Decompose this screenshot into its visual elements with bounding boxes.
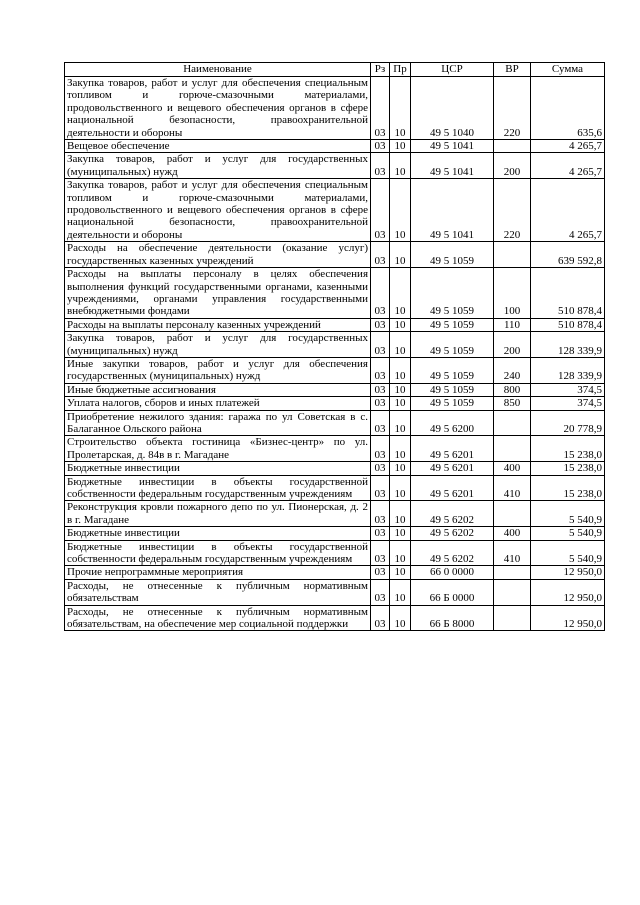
cell-rz: 03 bbox=[371, 540, 390, 566]
cell-csr: 49 5 1059 bbox=[411, 268, 494, 319]
cell-vr: 240 bbox=[494, 357, 531, 383]
cell-pr: 10 bbox=[390, 501, 411, 527]
cell-name: Реконструкция кровли пожарного депо по ул. Пионерская, д. 2 в г. Магадане bbox=[65, 501, 371, 527]
cell-csr: 49 5 1040 bbox=[411, 77, 494, 140]
cell-vr: 100 bbox=[494, 268, 531, 319]
cell-sum: 4 265,7 bbox=[531, 140, 605, 153]
cell-rz: 03 bbox=[371, 357, 390, 383]
cell-csr: 49 5 1059 bbox=[411, 383, 494, 396]
cell-name: Расходы, не отнесенные к публичным нормативным обязательствам bbox=[65, 579, 371, 605]
cell-vr bbox=[494, 242, 531, 268]
header-name: Наименование bbox=[65, 63, 371, 77]
cell-rz: 03 bbox=[371, 579, 390, 605]
cell-sum: 374,5 bbox=[531, 383, 605, 396]
cell-rz: 03 bbox=[371, 140, 390, 153]
cell-pr: 10 bbox=[390, 475, 411, 501]
cell-pr: 10 bbox=[390, 579, 411, 605]
cell-name: Расходы, не отнесенные к публичным нормативным обязательствам, на обеспечение мер социальной поддержки bbox=[65, 605, 371, 631]
cell-name: Бюджетные инвестиции bbox=[65, 527, 371, 540]
cell-csr: 49 5 6202 bbox=[411, 540, 494, 566]
cell-rz: 03 bbox=[371, 268, 390, 319]
table-header bbox=[65, 63, 605, 77]
cell-csr: 49 5 6202 bbox=[411, 527, 494, 540]
cell-vr: 110 bbox=[494, 318, 531, 331]
table-row bbox=[65, 410, 605, 436]
cell-csr: 49 5 1059 bbox=[411, 397, 494, 410]
cell-csr: 49 5 6201 bbox=[411, 475, 494, 501]
cell-sum: 20 778,9 bbox=[531, 410, 605, 436]
cell-vr bbox=[494, 501, 531, 527]
cell-pr: 10 bbox=[390, 462, 411, 475]
cell-name: Закупка товаров, работ и услуг для обеспечения специальным топливом и горюче-смазочными материалами, продовольственного и вещевого обеспечения органов в сфере национальной безопасности, правоохранительной деятельности и обороны bbox=[65, 77, 371, 140]
cell-pr: 10 bbox=[390, 268, 411, 319]
cell-pr: 10 bbox=[390, 77, 411, 140]
cell-pr: 10 bbox=[390, 527, 411, 540]
header-sum: Сумма bbox=[531, 63, 605, 77]
table-body bbox=[65, 77, 605, 631]
table-row bbox=[65, 332, 605, 358]
cell-pr: 10 bbox=[390, 318, 411, 331]
cell-pr: 10 bbox=[390, 566, 411, 579]
cell-csr: 49 5 1059 bbox=[411, 318, 494, 331]
cell-name: Расходы на обеспечение деятельности (оказание услуг) государственных казенных учреждений bbox=[65, 242, 371, 268]
cell-name: Бюджетные инвестиции в объекты государственной собственности федеральным государственным учреждениям bbox=[65, 540, 371, 566]
cell-vr: 850 bbox=[494, 397, 531, 410]
cell-csr: 49 5 6201 bbox=[411, 462, 494, 475]
table-row bbox=[65, 540, 605, 566]
cell-vr bbox=[494, 579, 531, 605]
table-row bbox=[65, 242, 605, 268]
cell-pr: 10 bbox=[390, 410, 411, 436]
cell-pr: 10 bbox=[390, 357, 411, 383]
header-vr: ВР bbox=[494, 63, 531, 77]
cell-rz: 03 bbox=[371, 318, 390, 331]
cell-sum: 510 878,4 bbox=[531, 268, 605, 319]
cell-csr: 49 5 1059 bbox=[411, 357, 494, 383]
cell-csr: 49 5 1041 bbox=[411, 153, 494, 179]
cell-sum: 4 265,7 bbox=[531, 179, 605, 242]
cell-sum: 5 540,9 bbox=[531, 501, 605, 527]
cell-name: Прочие непрограммные мероприятия bbox=[65, 566, 371, 579]
table-row bbox=[65, 268, 605, 319]
header-pr: Пр bbox=[390, 63, 411, 77]
cell-pr: 10 bbox=[390, 153, 411, 179]
cell-vr: 410 bbox=[494, 540, 531, 566]
table-row bbox=[65, 475, 605, 501]
cell-sum: 15 238,0 bbox=[531, 462, 605, 475]
cell-csr: 66 Б 8000 bbox=[411, 605, 494, 631]
cell-sum: 510 878,4 bbox=[531, 318, 605, 331]
cell-sum: 4 265,7 bbox=[531, 153, 605, 179]
cell-sum: 128 339,9 bbox=[531, 357, 605, 383]
cell-rz: 03 bbox=[371, 242, 390, 268]
cell-rz: 03 bbox=[371, 153, 390, 179]
budget-table bbox=[64, 62, 605, 631]
cell-name: Вещевое обеспечение bbox=[65, 140, 371, 153]
cell-rz: 03 bbox=[371, 566, 390, 579]
cell-name: Иные закупки товаров, работ и услуг для обеспечения государственных (муниципальных) нужд bbox=[65, 357, 371, 383]
cell-pr: 10 bbox=[390, 332, 411, 358]
cell-vr bbox=[494, 140, 531, 153]
cell-csr: 49 5 1059 bbox=[411, 332, 494, 358]
table-row bbox=[65, 77, 605, 140]
cell-rz: 03 bbox=[371, 383, 390, 396]
cell-pr: 10 bbox=[390, 605, 411, 631]
table-row bbox=[65, 566, 605, 579]
cell-csr: 66 Б 0000 bbox=[411, 579, 494, 605]
cell-vr: 200 bbox=[494, 332, 531, 358]
cell-name: Бюджетные инвестиции в объекты государственной собственности федеральным государственным учреждениям bbox=[65, 475, 371, 501]
cell-sum: 374,5 bbox=[531, 397, 605, 410]
cell-vr bbox=[494, 436, 531, 462]
header-row bbox=[65, 63, 605, 77]
table-row bbox=[65, 179, 605, 242]
cell-sum: 15 238,0 bbox=[531, 475, 605, 501]
cell-name: Уплата налогов, сборов и иных платежей bbox=[65, 397, 371, 410]
cell-rz: 03 bbox=[371, 332, 390, 358]
cell-name: Строительство объекта гостиница «Бизнес-центр» по ул. Пролетарская, д. 84в в г. Магадане bbox=[65, 436, 371, 462]
cell-pr: 10 bbox=[390, 540, 411, 566]
cell-name: Бюджетные инвестиции bbox=[65, 462, 371, 475]
cell-csr: 49 5 1059 bbox=[411, 242, 494, 268]
cell-name: Расходы на выплаты персоналу в целях обеспечения выполнения функций государственными органами, казенными учреждениями, органами управления государственными внебюджетными фондами bbox=[65, 268, 371, 319]
cell-rz: 03 bbox=[371, 397, 390, 410]
cell-vr: 800 bbox=[494, 383, 531, 396]
cell-sum: 128 339,9 bbox=[531, 332, 605, 358]
cell-vr: 220 bbox=[494, 179, 531, 242]
cell-vr bbox=[494, 566, 531, 579]
cell-vr bbox=[494, 410, 531, 436]
cell-sum: 5 540,9 bbox=[531, 527, 605, 540]
table-row bbox=[65, 397, 605, 410]
cell-name: Закупка товаров, работ и услуг для обеспечения специальным топливом и горюче-смазочными материалами, продовольственного и вещевого обеспечения органов в сфере национальной безопасности, правоохранительной деятельности и обороны bbox=[65, 179, 371, 242]
cell-name: Закупка товаров, работ и услуг для государственных (муниципальных) нужд bbox=[65, 332, 371, 358]
cell-name: Приобретение нежилого здания: гаража по ул Советская в с. Балаганное Ольского района bbox=[65, 410, 371, 436]
cell-vr: 200 bbox=[494, 153, 531, 179]
cell-vr bbox=[494, 605, 531, 631]
cell-name: Расходы на выплаты персоналу казенных учреждений bbox=[65, 318, 371, 331]
table-row bbox=[65, 140, 605, 153]
cell-name: Иные бюджетные ассигнования bbox=[65, 383, 371, 396]
table-row bbox=[65, 527, 605, 540]
cell-csr: 49 5 6202 bbox=[411, 501, 494, 527]
table-row bbox=[65, 318, 605, 331]
cell-sum: 12 950,0 bbox=[531, 579, 605, 605]
cell-sum: 635,6 bbox=[531, 77, 605, 140]
cell-sum: 12 950,0 bbox=[531, 566, 605, 579]
cell-rz: 03 bbox=[371, 605, 390, 631]
cell-sum: 12 950,0 bbox=[531, 605, 605, 631]
header-rz: Рз bbox=[371, 63, 390, 77]
table-row bbox=[65, 436, 605, 462]
cell-pr: 10 bbox=[390, 436, 411, 462]
cell-csr: 66 0 0000 bbox=[411, 566, 494, 579]
cell-rz: 03 bbox=[371, 462, 390, 475]
cell-rz: 03 bbox=[371, 410, 390, 436]
table-row bbox=[65, 462, 605, 475]
cell-csr: 49 5 1041 bbox=[411, 140, 494, 153]
cell-csr: 49 5 1041 bbox=[411, 179, 494, 242]
cell-vr: 220 bbox=[494, 77, 531, 140]
cell-csr: 49 5 6200 bbox=[411, 410, 494, 436]
cell-csr: 49 5 6201 bbox=[411, 436, 494, 462]
cell-sum: 15 238,0 bbox=[531, 436, 605, 462]
cell-vr: 400 bbox=[494, 527, 531, 540]
cell-rz: 03 bbox=[371, 501, 390, 527]
cell-rz: 03 bbox=[371, 475, 390, 501]
table-row bbox=[65, 153, 605, 179]
table-row bbox=[65, 605, 605, 631]
cell-sum: 5 540,9 bbox=[531, 540, 605, 566]
cell-rz: 03 bbox=[371, 179, 390, 242]
cell-pr: 10 bbox=[390, 242, 411, 268]
cell-pr: 10 bbox=[390, 383, 411, 396]
cell-rz: 03 bbox=[371, 77, 390, 140]
table-row bbox=[65, 501, 605, 527]
cell-vr: 400 bbox=[494, 462, 531, 475]
cell-pr: 10 bbox=[390, 140, 411, 153]
header-csr: ЦСР bbox=[411, 63, 494, 77]
cell-rz: 03 bbox=[371, 436, 390, 462]
cell-vr: 410 bbox=[494, 475, 531, 501]
table-row bbox=[65, 579, 605, 605]
cell-sum: 639 592,8 bbox=[531, 242, 605, 268]
cell-name: Закупка товаров, работ и услуг для государственных (муниципальных) нужд bbox=[65, 153, 371, 179]
table-row bbox=[65, 383, 605, 396]
cell-rz: 03 bbox=[371, 527, 390, 540]
table-row bbox=[65, 357, 605, 383]
cell-pr: 10 bbox=[390, 179, 411, 242]
cell-pr: 10 bbox=[390, 397, 411, 410]
